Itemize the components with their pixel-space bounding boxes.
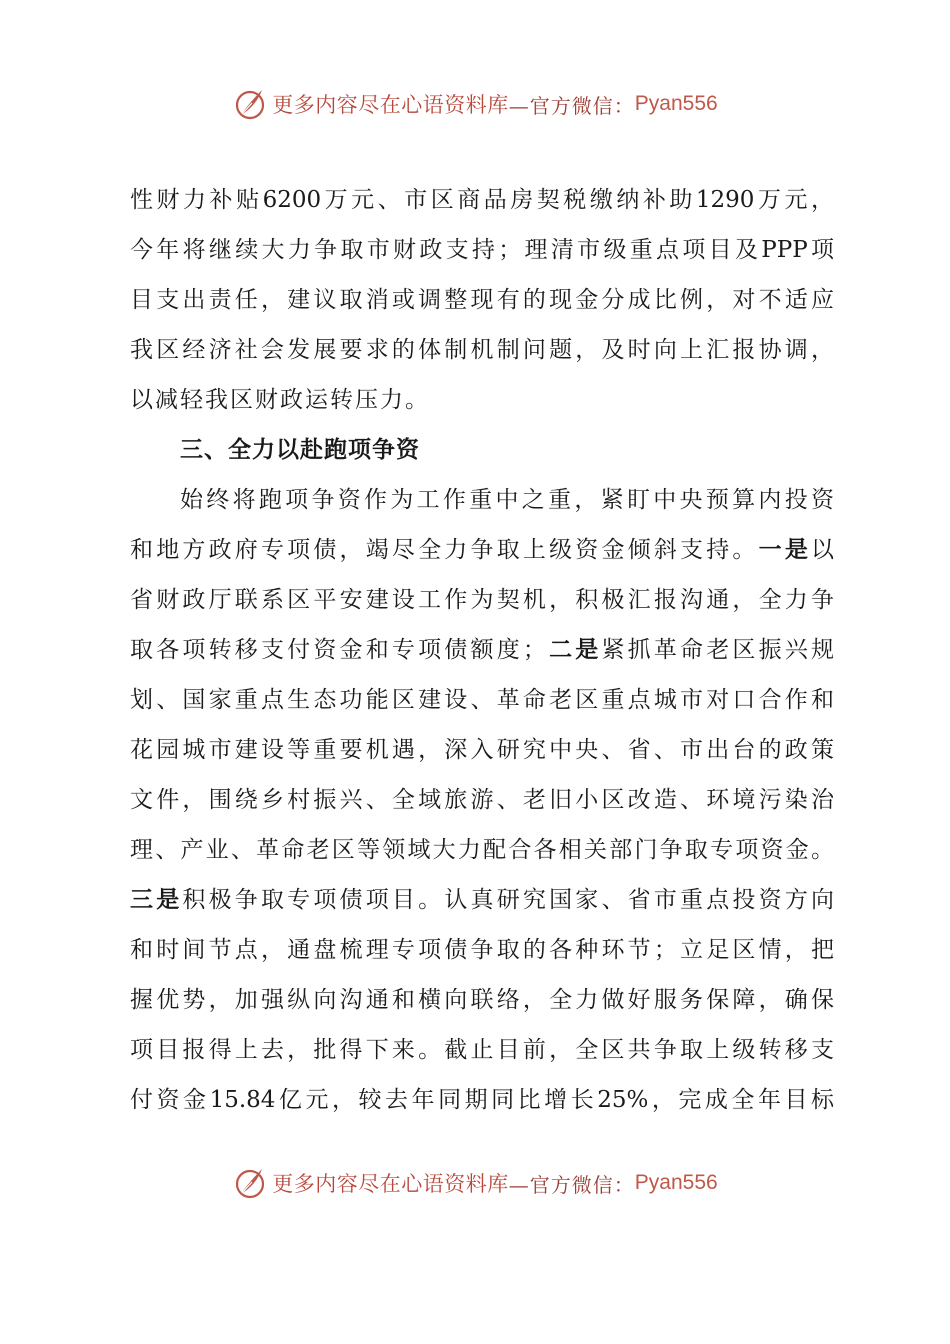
wechat-id: Pyan556 (634, 1171, 718, 1194)
paragraph-line: 握优势，加强纵向沟通和横向联络，全力做好服务保障，确保 (130, 987, 834, 1013)
paragraph-line: 性财力补贴6200万元、市区商品房契税缴纳补助1290万元， (130, 187, 834, 213)
paragraph-line: 文件，围绕乡村振兴、全域旅游、老旧小区改造、环境污染治 (130, 787, 834, 813)
quill-pen-logo-icon (232, 1165, 268, 1201)
paragraph-line: 今年将继续大力争取市财政支持；理清市级重点项目及PPP项 (130, 237, 834, 263)
text-run: 和地方政府专项债，竭尽全力争取上级资金倾斜支持。 (130, 537, 759, 563)
emphasis-text: 二是 (545, 636, 602, 663)
paragraph-line: 以减轻我区财政运转压力。 (130, 387, 430, 413)
text-run: 紧抓革命老区振兴规 (601, 637, 835, 663)
footer-banner (0, 1161, 950, 1205)
quill-pen-logo-icon (232, 86, 268, 122)
banner-text: 更多内容尽在心语资料库 (272, 1172, 509, 1196)
text-run: 取各项转移支付资金和专项债额度； (130, 637, 546, 663)
text-run: 以 (811, 537, 835, 563)
text-run: 积极争取专项债项目。认真研究国家、省市重点投资方向 (182, 887, 835, 913)
emphasis-text: 一是 (758, 536, 812, 563)
wechat-id: Pyan556 (634, 92, 718, 115)
paragraph-line (130, 525, 834, 575)
paragraph-line: 和时间节点，通盘梳理专项债争取的各种环节；立足区情，把 (130, 937, 834, 963)
paragraph-line: 划、国家重点生态功能区建设、革命老区重点城市对口合作和 (130, 687, 834, 713)
paragraph-line (130, 875, 834, 925)
paragraph-line: 省财政厅联系区平安建设工作为契机，积极汇报沟通，全力争 (130, 587, 834, 613)
banner-official-text: —官方微信： (508, 93, 635, 118)
paragraph-line: 理、产业、革命老区等领域大力配合各相关部门争取专项资金。 (130, 837, 834, 863)
paragraph-line: 我区经济社会发展要求的体制机制问题，及时向上汇报协调， (130, 337, 834, 363)
paragraph-line: 付资金15.84亿元，较去年同期同比增长25%，完成全年目标 (130, 1087, 834, 1113)
document-body (130, 175, 834, 1125)
section-heading: 三、全力以赴跑项争资 (180, 436, 420, 463)
paragraph-line (130, 625, 834, 675)
banner-text: 更多内容尽在心语资料库 (272, 93, 509, 117)
header-banner (0, 82, 950, 126)
paragraph-line: 始终将跑项争资作为工作重中之重，紧盯中央预算内投资 (180, 487, 834, 513)
paragraph-line: 花园城市建设等重要机遇，深入研究中央、省、市出台的政策 (130, 737, 834, 763)
emphasis-text: 三是 (130, 886, 183, 913)
banner-official-text: —官方微信： (508, 1172, 635, 1197)
paragraph-line: 项目报得上去，批得下来。截止目前，全区共争取上级转移支 (130, 1037, 834, 1063)
paragraph-line: 目支出责任，建议取消或调整现有的现金分成比例，对不适应 (130, 287, 834, 313)
